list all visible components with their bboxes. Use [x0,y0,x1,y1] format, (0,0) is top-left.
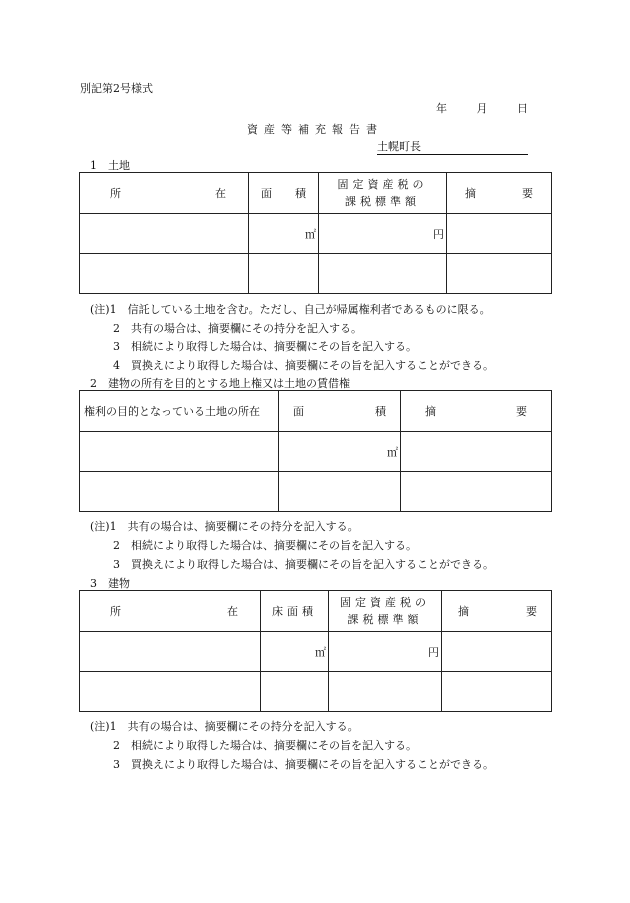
note-2: 2 相続により取得した場合は、摘要欄にその旨を記入する。 [113,739,417,752]
cell-tax-base[interactable]: 円 [329,632,442,672]
cell-remarks[interactable] [401,472,552,512]
header-tax-base: 固定資産税の 課税標準額 [329,591,442,632]
cell-tax-base[interactable] [329,672,442,712]
section1-heading: 1 土地 [90,159,130,172]
table-row [80,432,552,472]
cell-location[interactable] [80,432,279,472]
section2-heading: 2 建物の所有を目的とする地上権又は土地の賃借権 [90,377,350,390]
cell-location[interactable] [80,472,279,512]
cell-location[interactable] [80,214,249,254]
date-month: 月 [476,102,488,115]
cell-remarks[interactable] [447,214,552,254]
header-location: 権利の目的となっている土地の所在 [80,391,279,432]
date-day: 日 [517,102,528,115]
table-row [80,672,552,712]
table-row [80,254,552,294]
date-line [410,100,528,116]
note-2: 2 相続により取得した場合は、摘要欄にその旨を記入する。 [113,539,417,552]
header-area: 面 積 [279,391,401,432]
note-1: (注)1 信託している土地を含む。ただし、自己が帰属権利者であるものに限る。 [90,303,491,316]
note-1: (注)1 共有の場合は、摘要欄にその持分を記入する。 [90,520,359,533]
addressee: 土幌町長 [377,138,528,155]
date-year: 年 [436,102,447,115]
form-label: 別記第2号様式 [80,82,153,95]
cell-area[interactable]: ㎡ [249,214,319,254]
note-3: 3 相続により取得した場合は、摘要欄にその旨を記入する。 [113,340,417,353]
building-table [79,590,552,712]
table-row [80,214,552,254]
note-2: 2 共有の場合は、摘要欄にその持分を記入する。 [113,322,362,335]
cell-floor-area[interactable]: ㎡ [261,632,329,672]
note-1: (注)1 共有の場合は、摘要欄にその持分を記入する。 [90,720,359,733]
table-row [80,632,552,672]
header-area: 面 積 [249,173,319,214]
cell-remarks[interactable] [442,632,552,672]
header-remarks: 摘 要 [447,173,552,214]
table-header-row [80,391,552,432]
cell-area[interactable] [249,254,319,294]
header-remarks: 摘 要 [401,391,552,432]
note-4: 4 買換えにより取得した場合は、摘要欄にその旨を記入することができる。 [113,359,494,372]
cell-area[interactable] [279,472,401,512]
table-header-row [80,173,552,214]
section3-heading: 3 建物 [90,577,130,590]
cell-area[interactable]: ㎡ [279,432,401,472]
cell-remarks[interactable] [401,432,552,472]
cell-location[interactable] [80,632,261,672]
cell-tax-base[interactable]: 円 [319,214,447,254]
header-floor-area: 床面積 [261,591,329,632]
table-header-row [80,591,552,632]
header-remarks: 摘 要 [442,591,552,632]
note-3: 3 買換えにより取得した場合は、摘要欄にその旨を記入することができる。 [113,558,494,571]
cell-floor-area[interactable] [261,672,329,712]
land-table [79,172,552,294]
cell-location[interactable] [80,254,249,294]
cell-location[interactable] [80,672,261,712]
cell-remarks[interactable] [447,254,552,294]
header-location: 所 在 [80,591,261,632]
table-row [80,472,552,512]
cell-tax-base[interactable] [319,254,447,294]
leasehold-table [79,390,552,512]
note-3: 3 買換えにより取得した場合は、摘要欄にその旨を記入することができる。 [113,758,494,771]
cell-remarks[interactable] [442,672,552,712]
header-location: 所 在 [80,173,249,214]
document-title: 資産等補充報告書 [247,123,383,136]
header-tax-base: 固定資産税の 課税標準額 [319,173,447,214]
